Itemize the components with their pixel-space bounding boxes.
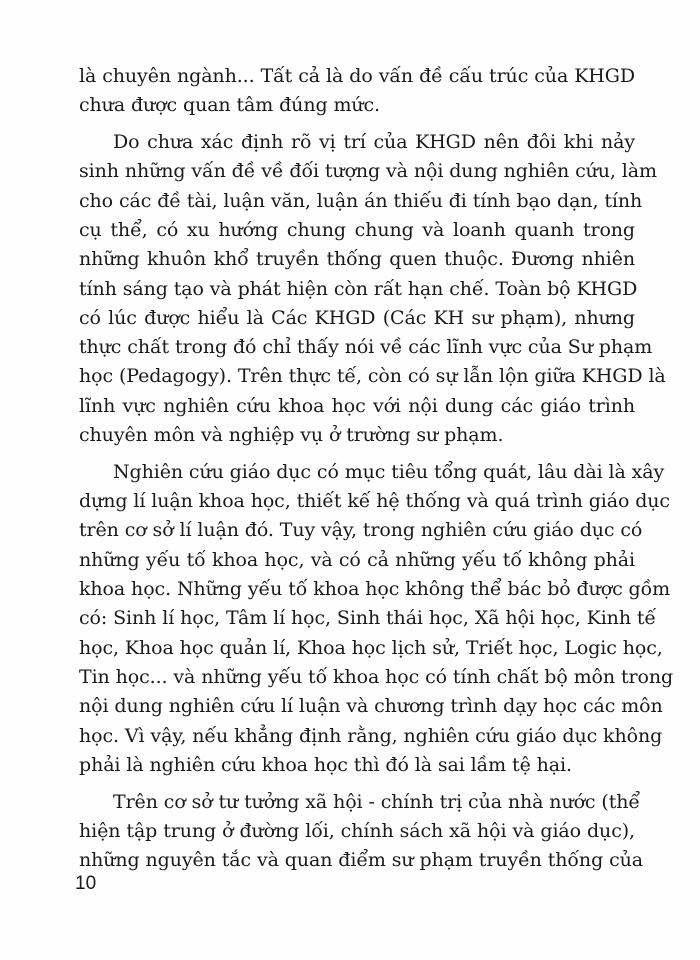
text-line: những khuôn khổ truyền thống quen thuộc. Đương nhiên [79,248,635,271]
text-line: những yếu tố khoa học, và có cả những yếu tố không phải [79,548,635,571]
text-line: cụ thể, có xu hướng chung chung và loanh quanh trong [79,218,635,241]
text-line: học (Pedagogy). Trên thực tế, còn có sự lẫn lộn giữa KHGD là [79,365,666,388]
text-line: tính sáng tạo và phát hiện còn rất hạn chế. Toàn bộ KHGD [79,277,638,300]
text-line: trên cơ sở lí luận đó. Tuy vậy, trong nghiên cứu giáo dục có [79,519,643,542]
text-line: có: Sinh lí học, Tâm lí học, Sinh thái học, Xã hội học, Kinh tế [79,607,657,630]
text-line: phải là nghiên cứu khoa học thì đó là sai lầm tệ hại. [79,753,572,776]
text-line: học. Vì vậy, nếu khẳng định rằng, nghiên cứu giáo dục không [79,724,663,747]
text-line: học, Khoa học quản lí, Khoa học lịch sử, Triết học, Logic học, [79,636,663,659]
page-number: 10 [75,873,97,894]
text-line: dựng lí luận khoa học, thiết kế hệ thống và quá trình giáo dục [79,490,670,513]
text-line: Tin học... và những yếu tố khoa học có tính chất bộ môn trong [79,665,674,688]
text-line: lĩnh vực nghiên cứu khoa học với nội dung các giáo trình [79,394,635,417]
text-line: sinh những vấn đề về đối tượng và nội dung nghiên cứu, làm [79,160,657,183]
text-line: chưa được quan tâm đúng mức. [79,94,380,117]
paragraph-1 [79,62,635,121]
paragraph-2 [79,128,666,450]
text-line: chuyên môn và nghiệp vụ ở trường sư phạm. [79,424,504,447]
text-line: hiện tập trung ở đường lối, chính sách xã hội và giáo dục), [79,819,635,842]
text-line: những nguyên tắc và quan điểm sư phạm truyền thống của [79,849,643,872]
body-text [79,62,674,876]
paragraph-3 [79,458,674,780]
text-line: Nghiên cứu giáo dục có mục tiêu tổng quát, lâu dài là xây [113,460,665,483]
paragraph-4 [79,788,643,876]
text-line: cho các đề tài, luận văn, luận án thiếu đi tính bạo dạn, tính [79,189,643,212]
text-line: khoa học. Những yếu tố khoa học không thể bác bỏ được gồm [79,578,671,601]
text-line: có lúc được hiểu là Các KHGD (Các KH sư phạm), nhưng [79,306,635,329]
text-line: thực chất trong đó chỉ thấy nói về các lĩnh vực của Sư phạm [79,336,653,359]
text-line: nội dung nghiên cứu lí luận và chương trình dạy học các môn [79,695,663,718]
text-line: là chuyên ngành... Tất cả là do vấn đề cấu trúc của KHGD [79,65,635,87]
text-line: Trên cơ sở tư tưởng xã hội - chính trị của nhà nước (thể [113,790,640,813]
text-line: Do chưa xác định rõ vị trí của KHGD nên đôi khi nảy [113,131,635,154]
